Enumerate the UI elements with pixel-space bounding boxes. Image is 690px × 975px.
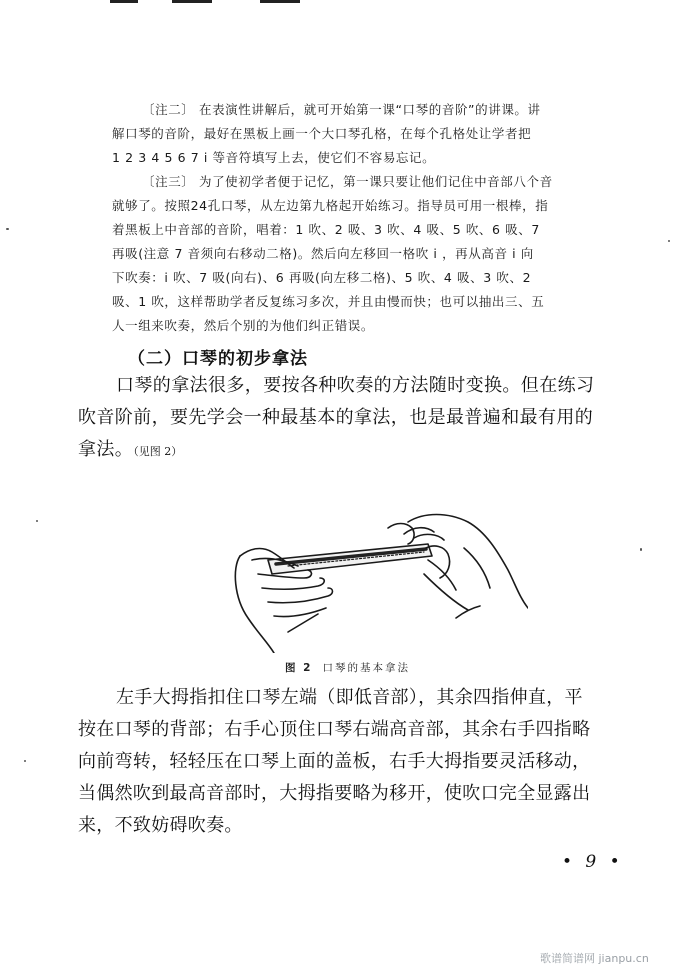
scan-speck xyxy=(6,228,9,230)
scan-speck xyxy=(668,240,670,242)
paragraph-holding-intro xyxy=(78,370,638,468)
paragraph-line xyxy=(78,434,638,468)
harmonica-hands-illustration xyxy=(228,508,528,653)
note-line: 人一组来吹奏，然后个别的为他们纠正错误。 xyxy=(112,318,375,333)
note-line: 解口琴的音阶，最好在黑板上画一个大口琴孔格，在每个孔格处让学者把 xyxy=(112,126,532,141)
note-line: 就够了。按照24孔口琴，从左边第九格起开始练习。指导员可用一根棒，指 xyxy=(112,198,549,213)
top-edge-mark xyxy=(110,0,138,3)
paragraph-line: 来，不致妨碍吹奏。 xyxy=(78,815,243,836)
note-line: 〔注三〕 为了使初学者便于记忆，第一课只要让他们记住中音部八个音 xyxy=(142,174,553,189)
paragraph-line-text: 拿法。 xyxy=(78,439,134,460)
site-watermark: 歌谱简谱网 jianpu.cn xyxy=(540,952,649,965)
note-line: 再吸(注意 7 音须向右移动二格)。然后向左移回一格吹 i ，再从高音 i 向 xyxy=(112,246,534,261)
figure-caption xyxy=(285,660,410,675)
note-line: 吸、1 吹，这样帮助学者反复练习多次，并且由慢而快；也可以抽出三、五 xyxy=(112,294,545,309)
note-line: 着黑板上中音部的音阶，唱着：1 吹、2 吸、3 吹、4 吸、5 吹、6 吸、7 xyxy=(112,222,540,237)
page-number: • 9 • xyxy=(562,852,624,872)
scan-speck xyxy=(640,548,642,551)
figure-caption-text: 口琴的基本拿法 xyxy=(322,662,410,674)
figure-number: 图 2 xyxy=(285,662,313,674)
top-edge-mark xyxy=(260,0,300,3)
hands-holding-harmonica-drawing xyxy=(228,508,528,653)
paragraph-line: 按在口琴的背部；右手心顶住口琴右端高音部，其余右手四指略 xyxy=(78,719,591,740)
note-line: 1 2 3 4 5 6 7 i 等音符填写上去，使它们不容易忘记。 xyxy=(112,150,436,165)
top-edge-mark xyxy=(172,0,212,3)
paragraph-line: 口琴的拿法很多，要按各种吹奏的方法随时变换。但在练习 xyxy=(116,375,595,396)
note-line: 〔注二〕 在表演性讲解后，就可开始第一课“口琴的音阶”的讲课。讲 xyxy=(142,102,541,117)
paragraph-line: 左手大拇指扣住口琴左端（即低音部），其余四指伸直，平 xyxy=(116,687,583,708)
figure-reference: （见图 2） xyxy=(133,445,183,458)
scan-speck xyxy=(24,760,26,762)
paragraph-line: 当偶然吹到最高音部时，大拇指要略为移开，使吹口完全显露出 xyxy=(78,783,591,804)
paragraph-line: 吹音阶前，要先学会一种最基本的拿法，也是最普遍和最有用的 xyxy=(78,407,594,428)
teaching-notes xyxy=(112,98,622,338)
scan-speck xyxy=(36,520,38,522)
note-3 xyxy=(112,170,622,338)
note-line: 下吹奏：i 吹、7 吸(向右)、6 再吸(向左移二格)、5 吹、4 吸、3 吹、2 xyxy=(112,270,532,285)
note-2 xyxy=(112,98,622,170)
paragraph-line: 向前弯转，轻轻压在口琴上面的盖板，右手大拇指要灵活移动， xyxy=(78,751,591,772)
section-title: （二）口琴的初步拿法 xyxy=(128,349,308,369)
paragraph-holding-method xyxy=(78,682,648,842)
